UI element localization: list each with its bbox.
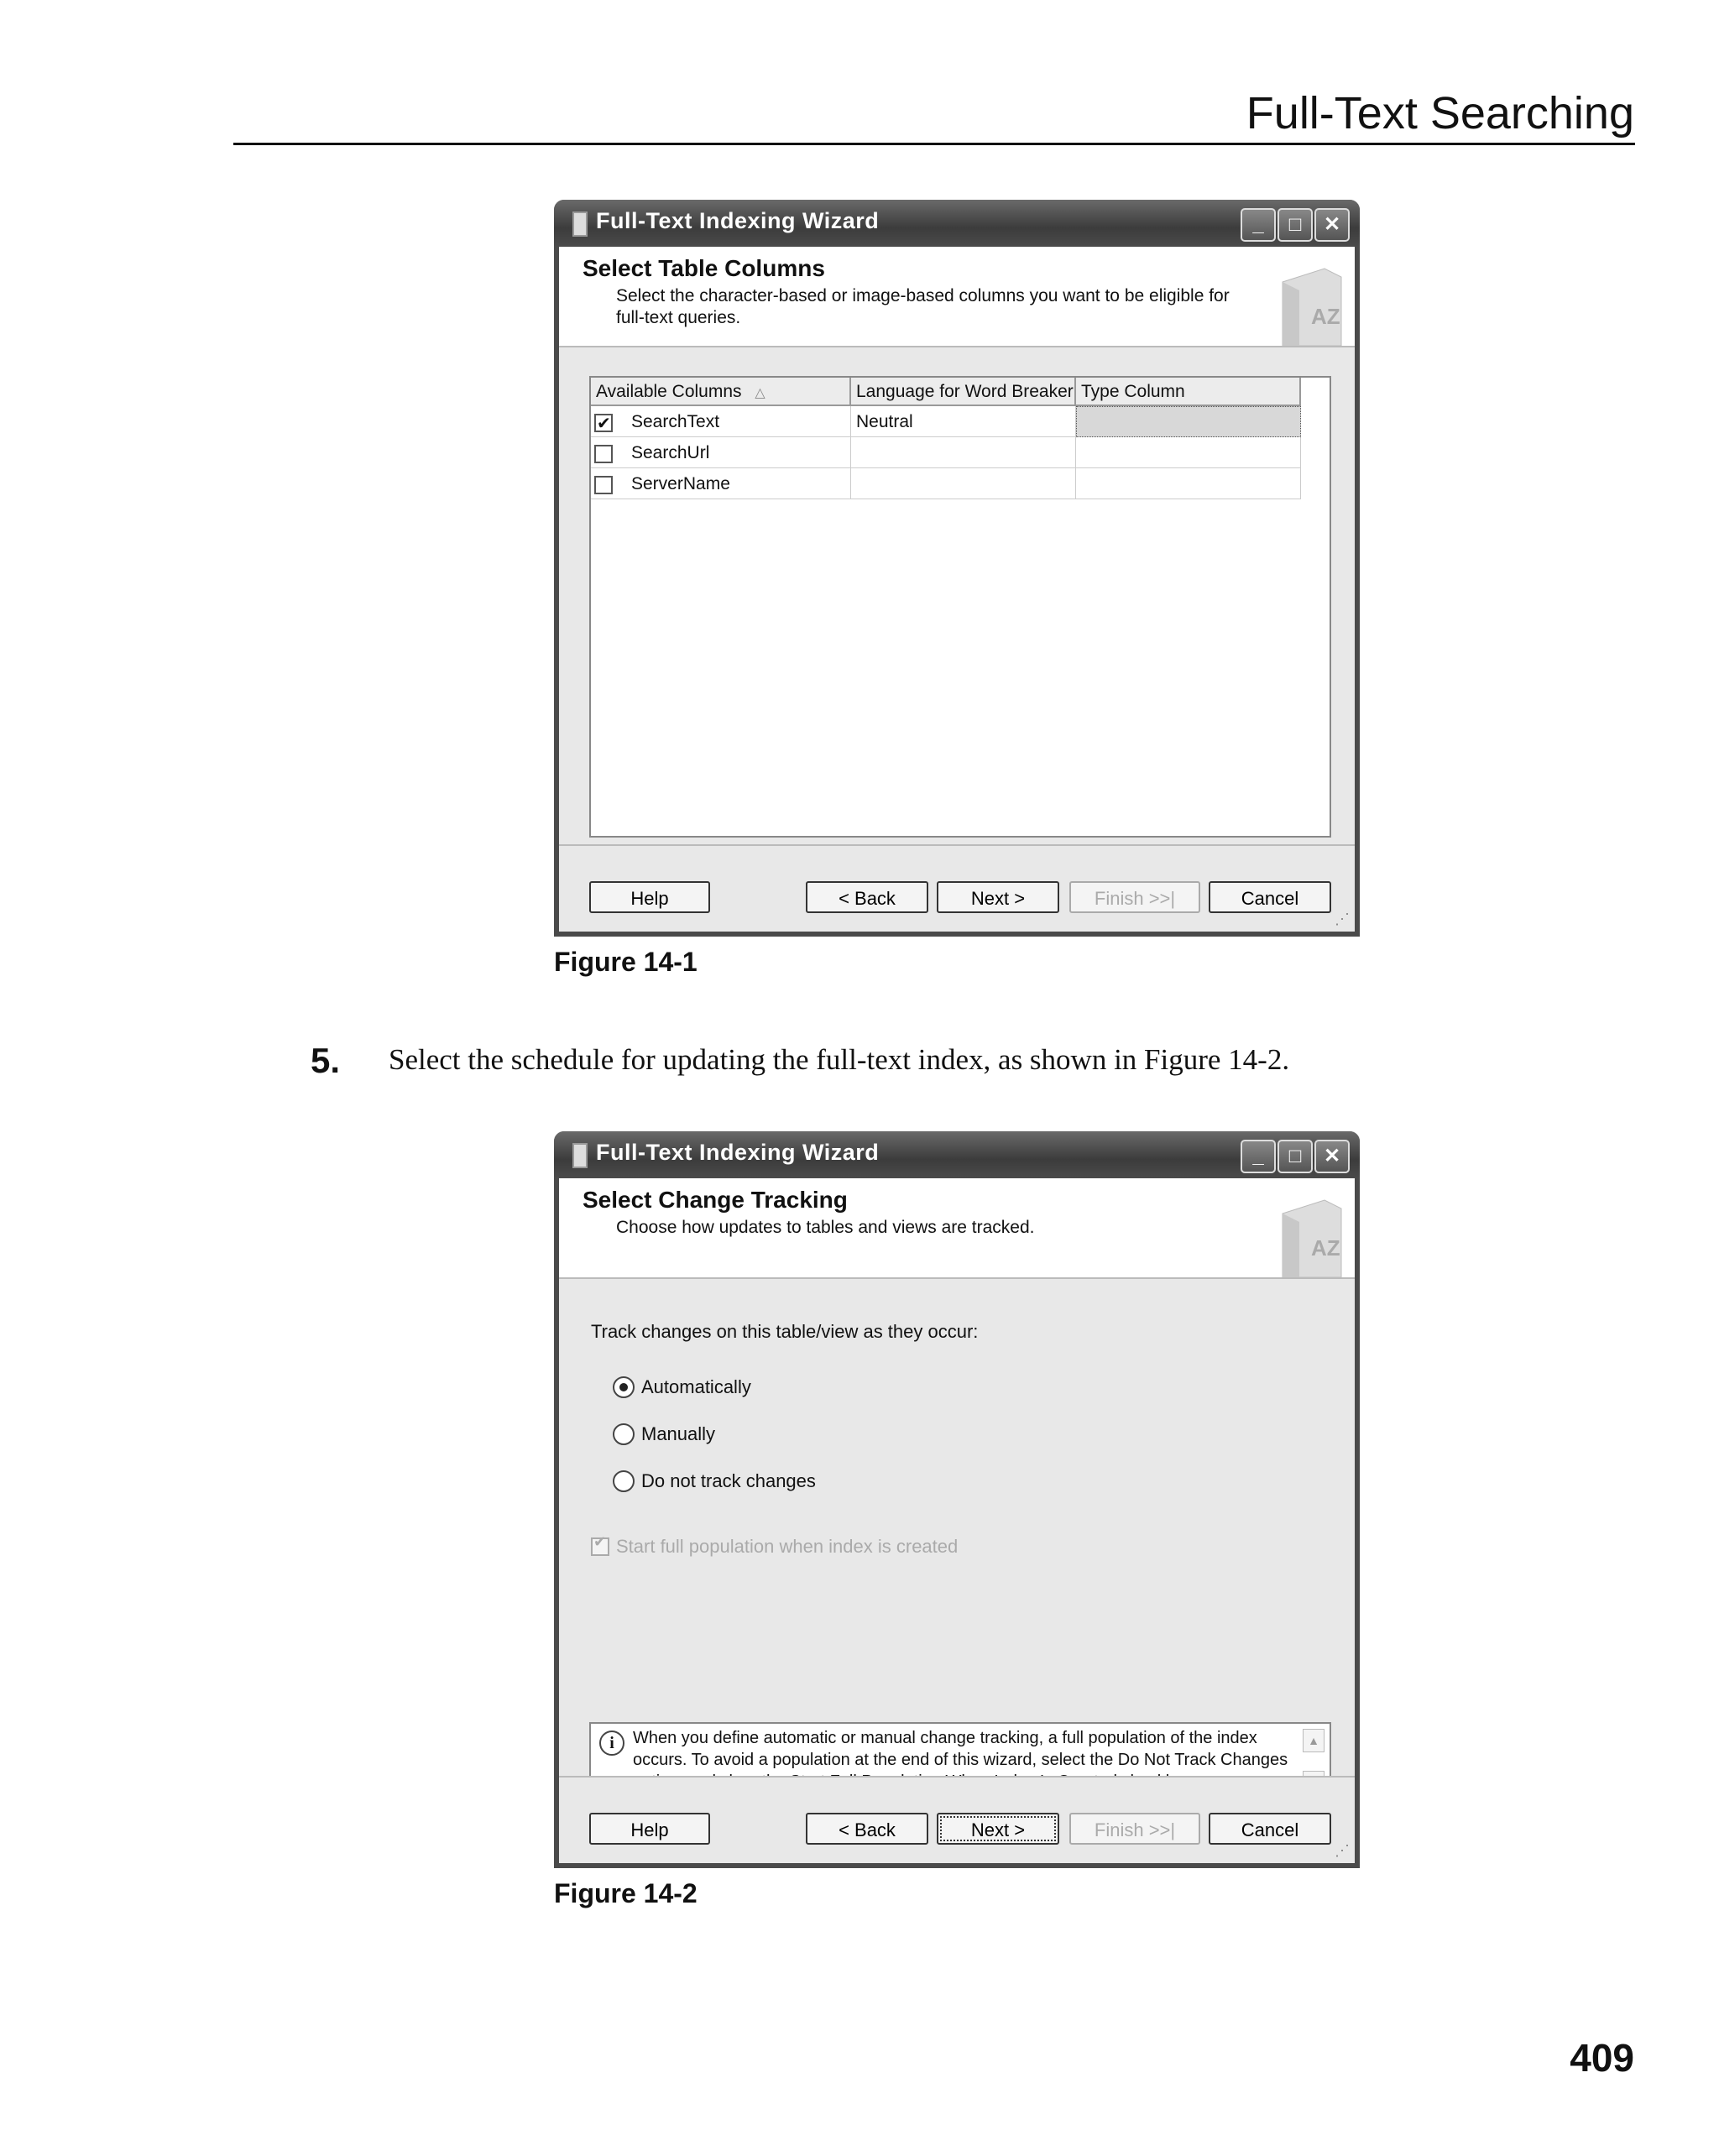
minimize-button[interactable]: _ [1241,1140,1276,1173]
type-column-cell[interactable] [1076,437,1301,468]
info-icon: i [599,1731,624,1756]
wizard-header [559,1178,1355,1279]
back-button[interactable]: < Back [806,1813,928,1845]
cancel-button[interactable]: Cancel [1209,1813,1331,1845]
type-column-cell[interactable] [1076,468,1301,499]
wizard-app-icon [572,211,588,237]
step-text: Select the schedule for updating the full-text index, as shown in Figure 14-2. [389,1043,1290,1076]
maximize-button[interactable]: □ [1277,1140,1313,1173]
table-row[interactable] [591,437,851,468]
radio-do-not-track[interactable] [613,1470,635,1492]
step-number: 5. [311,1041,341,1080]
close-button[interactable]: ✕ [1314,208,1350,242]
tracking-prompt: Track changes on this table/view as they occur: [591,1321,979,1342]
row-checkbox[interactable] [594,476,613,494]
title-bar[interactable] [554,200,1360,247]
language-cell[interactable]: Neutral [851,406,1076,437]
minimize-button[interactable]: _ [1241,208,1276,242]
columns-grid [589,376,1331,838]
radio-manually[interactable] [613,1423,635,1445]
page-title: Select Table Columns [583,255,825,281]
wizard-footer [559,844,1355,932]
window-title: Full-Text Indexing Wizard [596,208,880,233]
page-title: Select Change Tracking [583,1187,848,1213]
type-column-cell[interactable] [1076,406,1301,437]
wizard-dialog-table-columns [554,200,1360,937]
table-row[interactable] [591,406,851,437]
wizard-app-icon [572,1143,588,1168]
figure-caption: Figure 14-1 [554,947,698,977]
title-bar[interactable] [554,1131,1360,1178]
info-text: When you define automatic or manual change tracking, a full population of the index occurs. To avoid a population at the end of this wizard, select the Do Not Track Changes [633,1729,1288,1769]
row-checkbox[interactable] [594,445,613,463]
column-header-label: Available Columns [596,382,742,401]
sort-asc-icon: △ [755,386,765,400]
language-cell[interactable] [851,437,1076,468]
scroll-up-icon[interactable]: ▲ [1303,1729,1325,1752]
wizard-dialog-change-tracking [554,1131,1360,1868]
column-header-available[interactable] [591,378,851,406]
resize-grip-icon[interactable]: ⋰ [1335,1842,1350,1859]
wizard-header [559,247,1355,347]
help-button[interactable]: Help [589,1813,710,1845]
resize-grip-icon[interactable]: ⋰ [1335,911,1350,927]
option-label[interactable]: Manually [641,1423,716,1444]
next-button[interactable]: Next > [937,1813,1059,1845]
help-button[interactable]: Help [589,881,710,913]
next-button[interactable]: Next > [937,881,1059,913]
page-number: 409 [1570,2036,1634,2080]
language-cell[interactable] [851,468,1076,499]
page-subtitle: Select the character-based or image-based columns you want to be eligible for full-text queries. [616,286,1230,327]
finish-button[interactable]: Finish >>| [1069,881,1200,913]
row-name: ServerName [631,474,730,493]
column-header-language[interactable]: Language for Word Breaker [851,378,1076,406]
column-header-type[interactable]: Type Column [1076,378,1301,406]
table-row[interactable] [591,468,851,499]
start-population-checkbox[interactable] [591,1537,609,1556]
book-az-icon [1274,265,1346,346]
cancel-button[interactable]: Cancel [1209,881,1331,913]
option-label[interactable]: Do not track changes [641,1470,816,1491]
close-button[interactable]: ✕ [1314,1140,1350,1173]
row-name: SearchText [631,412,720,431]
running-head: Full-Text Searching [1246,88,1634,138]
radio-automatically[interactable] [613,1376,635,1398]
book-az-icon [1274,1197,1346,1277]
option-label[interactable]: Automatically [641,1376,751,1397]
window-title: Full-Text Indexing Wizard [596,1140,880,1165]
svg-text:AZ: AZ [1311,1235,1340,1261]
maximize-button[interactable]: □ [1277,208,1313,242]
row-checkbox[interactable] [594,414,613,432]
figure-caption: Figure 14-2 [554,1878,698,1908]
header-rule [233,143,1635,145]
start-population-label: Start full population when index is created [616,1536,959,1557]
finish-button[interactable]: Finish >>| [1069,1813,1200,1845]
back-button[interactable]: < Back [806,881,928,913]
wizard-footer [559,1776,1355,1863]
page-subtitle: Choose how updates to tables and views are tracked. [616,1218,1035,1237]
svg-text:AZ: AZ [1311,304,1340,329]
row-name: SearchUrl [631,443,710,462]
